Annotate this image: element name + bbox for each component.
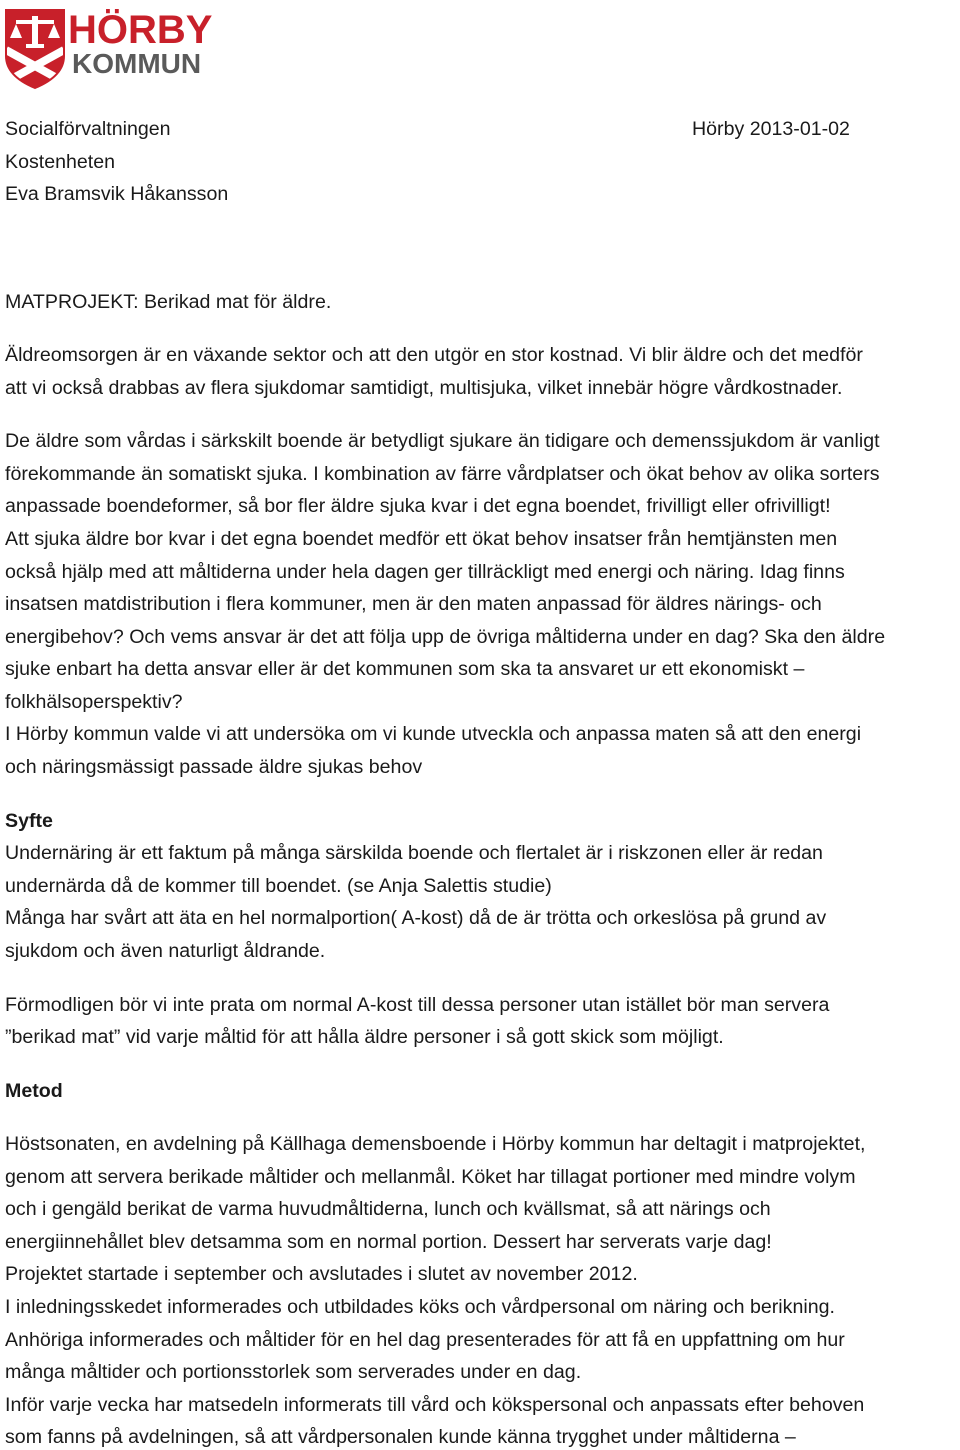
syfte-line: sjukdom och även naturligt åldrande. [5,940,326,962]
paragraph-line: I Hörby kommun valde vi att undersöka om vi kunde utveckla och anpassa maten så att den energi [5,723,862,745]
place-date: Hörby 2013-01-02 [692,118,850,140]
document-title: MATPROJEKT: Berikad mat för äldre. [5,291,332,313]
intro-line: Äldreomsorgen är en växande sektor och att den utgör en stor kostnad. Vi blir äldre och det medför [5,344,863,366]
metod-line: genom att servera berikade måltider och mellanmål. Köket har tillagat portioner med mindre volym [5,1166,856,1188]
metod-line: I inledningsskedet informerades och utbildades köks och vårdpersonal om näring och berikning. [5,1296,835,1318]
paragraph-line: och näringsmässigt passade äldre sjukas behov [5,756,423,778]
metod-line: Höstsonaten, en avdelning på Källhaga demensboende i Hörby kommun har deltagit i matprojektet, [5,1133,866,1155]
logo-text-kommun: KOMMUN [72,48,202,79]
paragraph-line: också hjälp med att måltiderna under hela dagen ger tillräckligt med energi och näring. Idag finns [5,561,845,583]
sender-department: Socialförvaltningen [5,118,171,140]
sender-name: Eva Bramsvik Håkansson [5,183,229,205]
metod-line: energiinnehållet blev detsamma som en normal portion. Dessert har serverats varje dag! [5,1231,772,1253]
paragraph-line: förekommande än somatiskt sjuka. I kombination av färre vårdplatser och ökat behov av olika sorters [5,463,880,485]
metod-line: många måltider och portionsstorlek som serverades under en dag. [5,1361,582,1383]
paragraph-line: anpassade boendeformer, så bor fler äldre sjuka kvar i det egna boendet, frivilligt eller ofrivilligt! [5,495,831,517]
section-heading-metod: Metod [5,1080,63,1102]
paragraph-line: sjuke enbart ha detta ansvar eller är det kommunen som ska ta ansvaret ur ett ekonomiskt – [5,658,805,680]
paragraph-line: Att sjuka äldre bor kvar i det egna boendet medför ett ökat behov insatser från hemtjänsten men [5,528,838,550]
logo-text-horby: HÖRBY [68,8,213,52]
metod-line: Projektet startade i september och avslutades i slutet av november 2012. [5,1263,638,1285]
syfte-line: Många har svårt att äta en hel normalportion( A-kost) då de är trötta och orkeslösa på grund av [5,907,827,929]
metod-line: Inför varje vecka har matsedeln informerats till vård och kökspersonal och anpassats efter behoven [5,1394,865,1416]
sender-unit: Kostenheten [5,151,116,173]
metod-line: som fanns på avdelningen, så att vårdpersonalen kunde känna trygghet under måltiderna – [5,1426,796,1448]
metod-line: och i gengäld berikat de varma huvudmåltiderna, lunch och kvällsmat, så att närings och [5,1198,771,1220]
paragraph-line: insatsen matdistribution i flera kommuner, men är den maten anpassad för äldres närings- och [5,593,822,615]
syfte-line: undernärda då de kommer till boendet. (se Anja Salettis studie) [5,875,552,897]
syfte-line: Undernäring är ett faktum på många särskilda boende och flertalet är i riskzonen eller är redan [5,842,823,864]
paragraph-line: De äldre som vårdas i särkskilt boende är betydligt sjukare än tidigare och demenssjukdom är vanligt [5,430,880,452]
syfte-line: Förmodligen bör vi inte prata om normal A-kost till dessa personer utan istället bör man servera [5,994,830,1016]
paragraph-line: energibehov? Och vems ansvar är det att följa upp de övriga måltiderna under en dag? Ska den äldre [5,626,886,648]
hörby-kommun-logo [4,6,213,90]
coat-of-arms-icon [4,6,66,90]
paragraph-line: folkhälsoperspektiv? [5,691,183,713]
metod-line: Anhöriga informerades och måltider för en hel dag presenterades för att få en uppfattning om hur [5,1329,845,1351]
intro-line: att vi också drabbas av flera sjukdomar samtidigt, multisjuka, vilket innebär högre vårdkostnader. [5,377,843,399]
section-heading-syfte: Syfte [5,810,53,832]
syfte-line: ”berikad mat” vid varje måltid för att hålla äldre personer i så gott skick som möjligt. [5,1026,724,1048]
